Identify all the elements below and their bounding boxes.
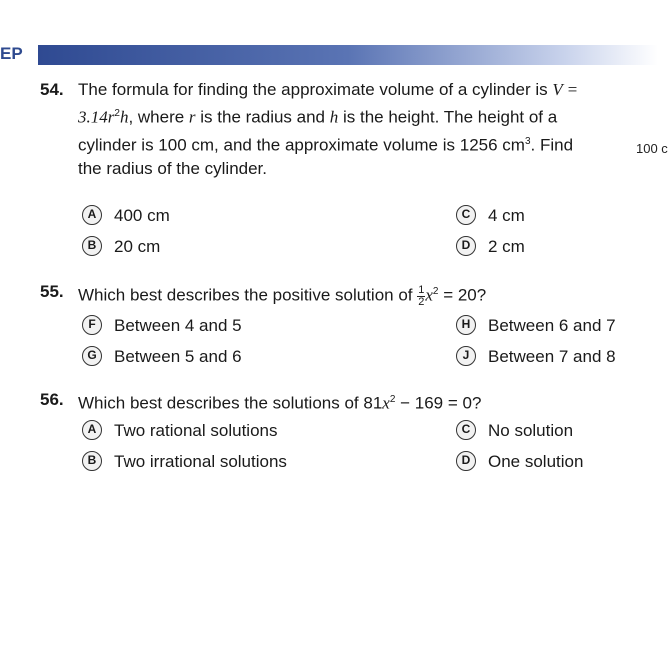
question-54 (40, 78, 600, 181)
question-number: 56. (40, 390, 64, 409)
fraction: $\frac{1}{2}$ (418, 283, 425, 308)
question-text: Which best describes the solutions of $81x^2 - 169 = 0$? (78, 393, 482, 413)
choice-letter-bubble: C (456, 420, 476, 440)
choice-54-d[interactable]: D 2 cm (456, 236, 525, 258)
choice-54-b[interactable]: B 20 cm (82, 236, 160, 258)
choice-letter-bubble: D (456, 451, 476, 471)
choice-55-f[interactable]: F Between 4 and 5 (82, 315, 242, 337)
choice-56-b[interactable]: B Two irrational solutions (82, 451, 287, 473)
choice-letter-bubble: G (82, 346, 102, 366)
choice-55-g[interactable]: G Between 5 and 6 (82, 346, 242, 368)
header-gradient-bar (38, 45, 658, 65)
choice-letter-bubble: F (82, 315, 102, 335)
choice-56-c[interactable]: C No solution (456, 420, 573, 442)
question-number: 54. (40, 80, 64, 99)
question-55 (40, 280, 600, 308)
choice-54-a[interactable]: A 400 cm (82, 205, 170, 227)
choice-54-c[interactable]: C 4 cm (456, 205, 525, 227)
question-text: Which best describes the positive solution of $\frac{1}{2}$ $x^2 = 20$? (78, 283, 487, 308)
section-tag: EP (0, 44, 23, 63)
choice-letter-bubble: B (82, 451, 102, 471)
choice-55-h[interactable]: H Between 6 and 7 (456, 315, 616, 337)
choice-letter-bubble: D (456, 236, 476, 256)
question-text: The formula for finding the approximate volume of a cylinder is $V = 3.14r^2h$, where r is the radius and h is the height. The height of a cylinder is 100 cm, and the approximate volume is 1256 $cm^3$. Find the radius of the cylinder. (78, 80, 579, 179)
choice-letter-bubble: A (82, 205, 102, 225)
choice-letter-bubble: B (82, 236, 102, 256)
question-number: 55. (40, 282, 64, 301)
cropped-side-label: 100 c (636, 141, 668, 156)
choice-letter-bubble: H (456, 315, 476, 335)
choice-letter-bubble: J (456, 346, 476, 366)
section-header-bar (0, 43, 672, 67)
choice-56-d[interactable]: D One solution (456, 451, 583, 473)
choice-56-a[interactable]: A Two rational solutions (82, 420, 277, 442)
choice-letter-bubble: A (82, 420, 102, 440)
question-56 (40, 388, 600, 416)
choice-55-j[interactable]: J Between 7 and 8 (456, 346, 616, 368)
choice-letter-bubble: C (456, 205, 476, 225)
